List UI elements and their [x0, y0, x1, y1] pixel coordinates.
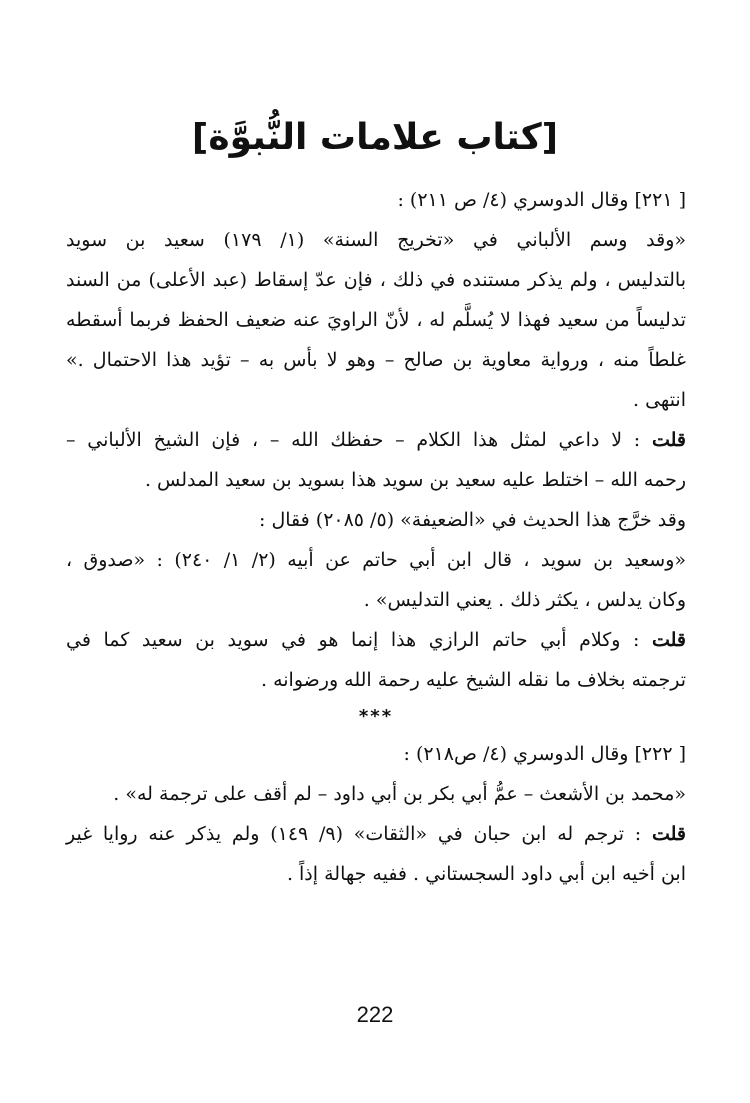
entry-222-note-line — [66, 814, 686, 854]
entry-221-quote-line: بالتدليس ، ولم يذكر مستنده في ذلك ، فإن عدّ إسقاط (عبد الأعلى) من السند — [66, 269, 686, 291]
page-content — [66, 180, 686, 894]
entry-221-quote2-line: وكان يدلس ، يكثر ذلك . يعني التدليس» . — [363, 589, 686, 611]
entry-222-quote-line: «محمد بن الأشعث – عمُّ أبي بكر بن أبي داود – لم أقف على ترجمة له» . — [113, 783, 686, 805]
entry-221-quote-line: «وقد وسم الألباني في «تخريج السنة» (١/ ١٧٩) سعيد بن سويد — [66, 229, 686, 251]
entry-221-note1-line — [66, 420, 686, 460]
page-number: 222 — [356, 1002, 394, 1027]
note-lead-label: قلت — [651, 823, 686, 845]
section-separator: *** — [358, 706, 394, 727]
note-text: : لا داعي لمثل هذا الكلام – حفظك الله – ، فإن الشيخ الألباني – — [66, 429, 652, 451]
page-title: [كتاب علامات النُّبوَّة] — [191, 117, 559, 158]
entry-221-quote-line: غلطاً منه ، ورواية معاوية بن صالح – وهو لا بأس به – تؤيد هذا الاحتمال .» — [66, 349, 686, 371]
entry-221-header: [ ٢٢١] وقال الدوسري (٤/ ص ٢١١) : — [397, 189, 686, 211]
entry-221-note1-line: رحمه الله – اختلط عليه سعيد بن سويد هذا بسويد بن سعيد المدلس . — [144, 469, 686, 491]
entry-221-quote-end: انتهى . — [633, 389, 686, 411]
note-lead-label: قلت — [651, 629, 686, 651]
entry-221-note2-line: ترجمته بخلاف ما نقله الشيخ عليه رحمة الله ورضوانه . — [261, 669, 686, 691]
entry-221-reference-line: وقد خرَّج هذا الحديث في «الضعيفة» (٥/ ٢٠٨٥) فقال : — [259, 509, 686, 531]
entry-221-note2-line — [66, 620, 686, 660]
entry-221-quote-line: تدليساً من سعيد فهذا لا يُسلَّم له ، لأنّ الراويَ عنه ضعيف الحفظ فربما أسقطه — [66, 309, 686, 331]
entry-222-note-line: ابن أخيه ابن أبي داود السجستاني . ففيه جهالة إذاً . — [286, 863, 686, 885]
entry-222-header: [ ٢٢٢] وقال الدوسري (٤/ ص٢١٨) : — [403, 743, 686, 765]
note-lead-label: قلت — [651, 429, 686, 451]
note-text: : ترجم له ابن حبان في «الثقات» (٩/ ١٤٩) ولم يذكر عنه روايا غير — [66, 823, 652, 845]
note-text: : وكلام أبي حاتم الرازي هذا إنما هو في سويد بن سعيد كما في — [66, 629, 652, 651]
entry-221-quote2-line: «وسعيد بن سويد ، قال ابن أبي حاتم عن أبيه (٢/ ١/ ٢٤٠) : «صدوق ، — [66, 549, 686, 571]
